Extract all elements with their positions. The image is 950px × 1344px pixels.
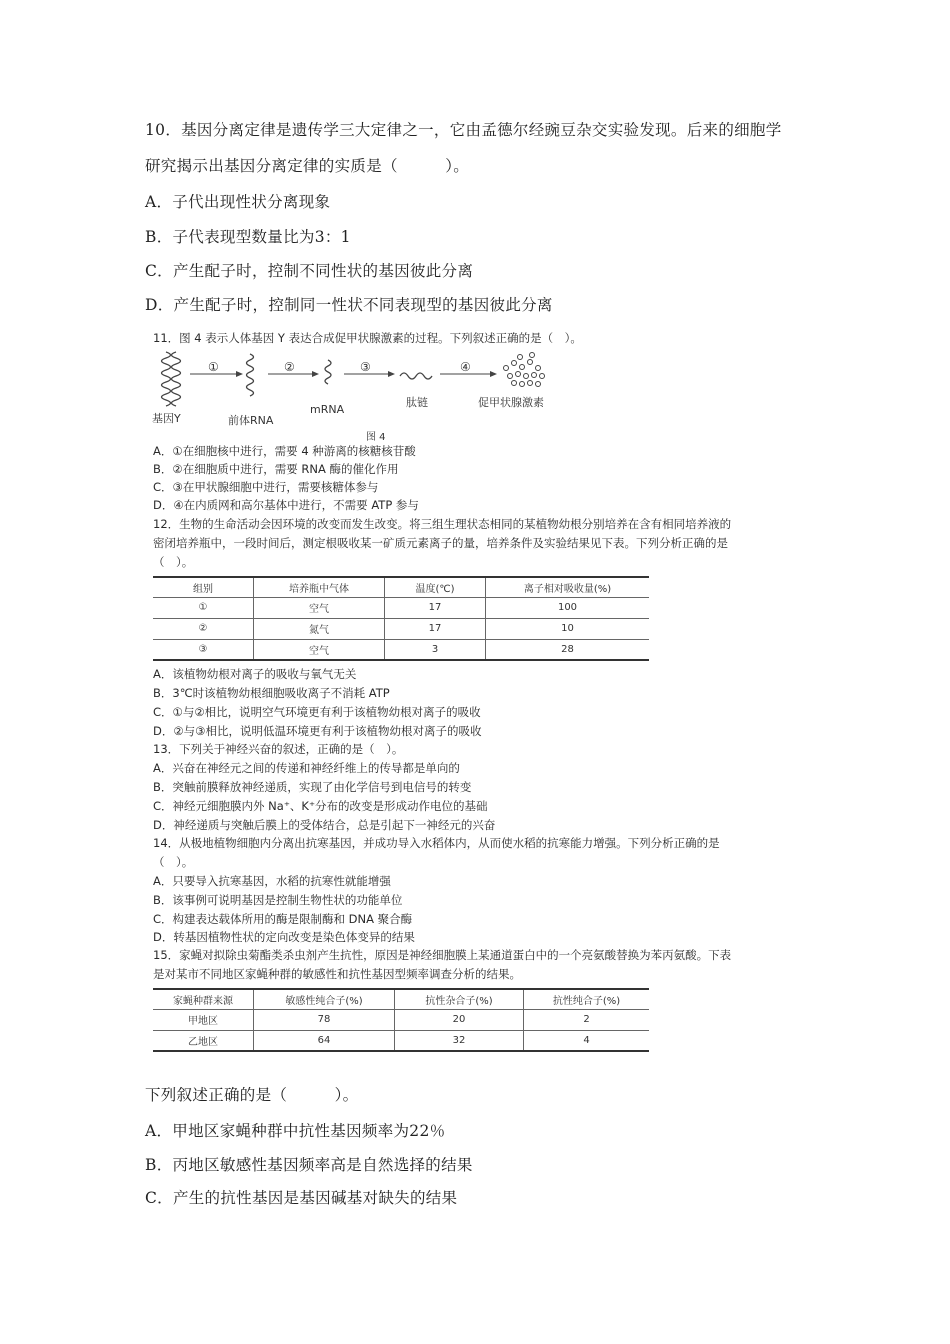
q14-stem-line2: （ ）。 bbox=[153, 855, 194, 869]
table-cell: ① bbox=[153, 597, 254, 618]
q14-stem-line1: 14．从极地植物细胞内分离出抗寒基因，并成功导入水稻体内，从而使水稻的抗寒能力增强。下列分析正确的是 bbox=[153, 836, 720, 850]
figure-caption: 图 4 bbox=[366, 432, 386, 443]
table-header-cell: 敏感性纯合子(%) bbox=[254, 989, 395, 1009]
table-header-cell: 抗性杂合子(%) bbox=[395, 989, 524, 1009]
q11-option-d: D．④在内质网和高尔基体中进行，不需要 ATP 参与 bbox=[153, 498, 419, 512]
table-cell: 28 bbox=[486, 639, 650, 660]
q13-stem: 13．下列关于神经兴奋的叙述，正确的是（ ）。 bbox=[153, 742, 404, 756]
q14-option-a: A．只要导入抗寒基因，水稻的抗寒性就能增强 bbox=[153, 874, 391, 888]
q12-option-c: C．①与②相比，说明空气环境更有利于该植物幼根对离子的吸收 bbox=[153, 705, 481, 719]
q10-stem-line2: 研究揭示出基因分离定律的实质是（ ）。 bbox=[145, 157, 470, 175]
table-row bbox=[153, 1009, 649, 1030]
table-header-row bbox=[153, 989, 649, 1009]
table-cell: 氮气 bbox=[254, 618, 385, 639]
q10-option-c: C．产生配子时，控制不同性状的基因彼此分离 bbox=[145, 262, 474, 280]
q11-option-b: B．②在细胞质中进行，需要 RNA 酶的催化作用 bbox=[153, 462, 399, 476]
label-peptide: 肽链 bbox=[406, 396, 428, 409]
step-3-label: ③ bbox=[360, 360, 371, 374]
q15-follow: 下列叙述正确的是（ ）。 bbox=[145, 1086, 359, 1104]
table-header-cell: 温度(℃) bbox=[385, 577, 486, 597]
table-row bbox=[153, 639, 649, 660]
table-header-cell: 家蝇种群来源 bbox=[153, 989, 254, 1009]
table-cell: 3 bbox=[385, 639, 486, 660]
table-cell: 2 bbox=[524, 1009, 650, 1030]
table-cell: 4 bbox=[524, 1030, 650, 1051]
step-4-label: ④ bbox=[460, 360, 471, 374]
q15-option-a: A．甲地区家蝇种群中抗性基因频率为22％ bbox=[145, 1122, 446, 1140]
table-cell: 20 bbox=[395, 1009, 524, 1030]
q12-option-d: D．②与③相比，说明低温环境更有利于该植物幼根对离子的吸收 bbox=[153, 724, 482, 738]
q15-stem-line1: 15．家蝇对拟除虫菊酯类杀虫剂产生抗性，原因是神经细胞膜上某通道蛋白中的一个亮氨酸替换为苯丙氨酸。下表 bbox=[153, 948, 732, 962]
table-header-cell: 组别 bbox=[153, 577, 254, 597]
q13-option-d: D．神经递质与突触后膜上的受体结合，总是引起下一神经元的兴奋 bbox=[153, 818, 496, 832]
table-cell: ③ bbox=[153, 639, 254, 660]
table-header-cell: 抗性纯合子(%) bbox=[524, 989, 650, 1009]
table-row bbox=[153, 618, 649, 639]
q12-option-b: B．3℃时该植物幼根细胞吸收离子不消耗 ATP bbox=[153, 686, 390, 700]
q14-option-c: C．构建表达载体所用的酶是限制酶和 DNA 聚合酶 bbox=[153, 912, 413, 926]
table-cell: 17 bbox=[385, 618, 486, 639]
table-cell: 10 bbox=[486, 618, 650, 639]
q14-option-d: D．转基因植物性状的定向改变是染色体变异的结果 bbox=[153, 930, 415, 944]
table-cell: 17 bbox=[385, 597, 486, 618]
q15-stem-line2: 是对某市不同地区家蝇种群的敏感性和抗性基因型频率调查分析的结果。 bbox=[153, 967, 521, 981]
table-cell: 100 bbox=[486, 597, 650, 618]
gene-y-graphic bbox=[162, 352, 181, 406]
q11-stem: 11．图 4 表示人体基因 Y 表达合成促甲状腺激素的过程。下列叙述正确的是（ ）。 bbox=[153, 331, 582, 345]
q11-option-c: C．③在甲状腺细胞中进行，需要核糖体参与 bbox=[153, 480, 379, 494]
q12-stem-line1: 12．生物的生命活动会因环境的改变而发生改变。将三组生理状态相同的某植物幼根分别培养在含有相同培养液的 bbox=[153, 517, 732, 531]
q13-option-c: C．神经元细胞膜内外 Na⁺、K⁺分布的改变是形成动作电位的基础 bbox=[153, 799, 488, 813]
table-row bbox=[153, 1030, 649, 1051]
q10-stem-line1: 10．基因分离定律是遗传学三大定律之一，它由孟德尔经豌豆杂交实验发现。后来的细胞学 bbox=[145, 121, 782, 139]
label-gene-y: 基因Y bbox=[152, 412, 181, 425]
table-cell: 空气 bbox=[254, 639, 385, 660]
peptide-chain-graphic bbox=[400, 373, 432, 379]
table-header-cell: 离子相对吸收量(%) bbox=[486, 577, 650, 597]
q15-option-b: B．丙地区敏感性基因频率高是自然选择的结果 bbox=[145, 1156, 473, 1174]
table-cell: 32 bbox=[395, 1030, 524, 1051]
label-hormone: 促甲状腺激素 bbox=[478, 396, 544, 409]
q10-option-d: D．产生配子时，控制同一性状不同表现型的基因彼此分离 bbox=[145, 296, 553, 314]
table-cell: ② bbox=[153, 618, 254, 639]
table-cell: 64 bbox=[254, 1030, 395, 1051]
q12-option-a: A．该植物幼根对离子的吸收与氧气无关 bbox=[153, 667, 357, 681]
q13-option-a: A．兴奋在神经元之间的传递和神经纤维上的传导都是单向的 bbox=[153, 761, 460, 775]
label-precursor-rna: 前体RNA bbox=[228, 414, 274, 427]
precursor-rna-graphic bbox=[247, 354, 254, 396]
table-header-row bbox=[153, 577, 649, 597]
q12-table bbox=[153, 576, 649, 661]
q12-stem-line2: 密闭培养瓶中，一段时间后，测定根吸收某一矿质元素离子的量，培养条件及实验结果见下表。下列分析正确的是 bbox=[153, 536, 728, 550]
q12-stem-line3: （ ）。 bbox=[153, 555, 194, 569]
table-header-cell: 培养瓶中气体 bbox=[254, 577, 385, 597]
q13-option-b: B．突触前膜释放神经递质，实现了由化学信号到电信号的转变 bbox=[153, 780, 472, 794]
gene-expression-figure bbox=[150, 346, 570, 426]
q10-option-a: A．子代出现性状分离现象 bbox=[145, 193, 331, 211]
table-row bbox=[153, 597, 649, 618]
mrna-graphic bbox=[325, 360, 331, 384]
step-2-label: ② bbox=[284, 360, 295, 374]
table-cell: 甲地区 bbox=[153, 1009, 254, 1030]
hormone-graphic bbox=[504, 353, 545, 387]
table-cell: 78 bbox=[254, 1009, 395, 1030]
label-mrna: mRNA bbox=[310, 403, 345, 416]
q10-option-b: B．子代表现型数量比为3：1 bbox=[145, 228, 351, 246]
q14-option-b: B．该事例可说明基因是控制生物性状的功能单位 bbox=[153, 893, 403, 907]
q15-table bbox=[153, 988, 649, 1052]
q15-option-c: C．产生的抗性基因是基因碱基对缺失的结果 bbox=[145, 1189, 458, 1207]
table-cell: 空气 bbox=[254, 597, 385, 618]
q11-option-a: A．①在细胞核中进行，需要 4 种游离的核糖核苷酸 bbox=[153, 444, 416, 458]
table-cell: 乙地区 bbox=[153, 1030, 254, 1051]
step-1-label: ① bbox=[208, 360, 219, 374]
